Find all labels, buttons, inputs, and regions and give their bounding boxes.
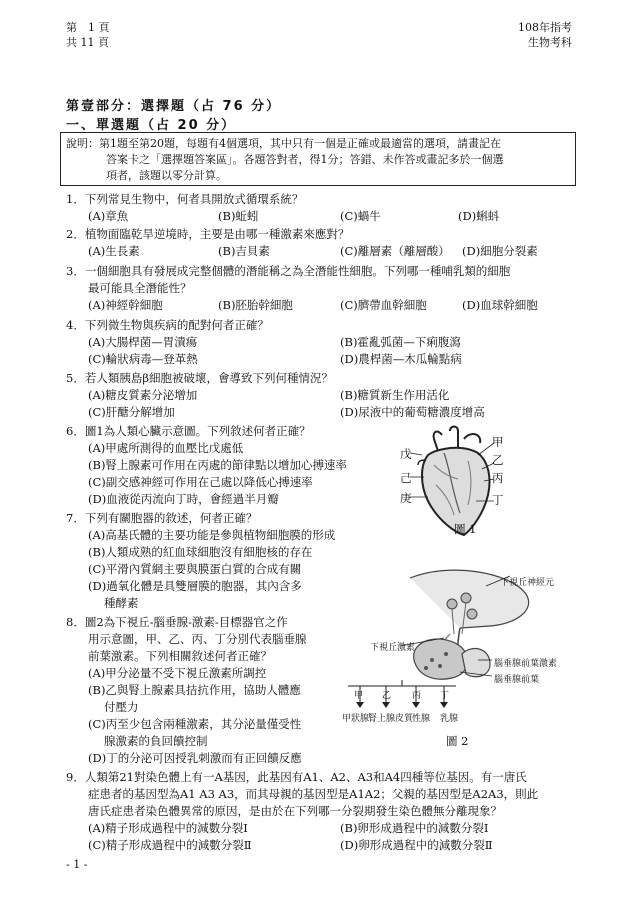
fig2-target-gonad: 性腺	[412, 714, 431, 724]
option-d: (D)丁的分泌可因授乳刺激而有正回饋反應	[88, 751, 302, 765]
question-stem-cont: 唐氏症患者染色體異常的原因，是由於在下列哪一分裂期發生染色體無分離現象？	[88, 804, 502, 818]
option-d: (D)血球幹細胞	[462, 298, 538, 312]
page-number: 第 1 頁	[66, 21, 110, 34]
subject-name: 生物考科	[528, 36, 572, 49]
heart-label-geng: 庚	[400, 491, 412, 505]
question-stem: 5．若人類胰島β細胞被破壞，會導致下列何種情況？	[66, 371, 333, 385]
question-stem-cont: 用示意圖，甲、乙、丙、丁分別代表腦垂腺	[88, 632, 307, 646]
option-b: (B)腎上腺素可作用在丙處的節律點以增加心搏速率	[88, 458, 347, 472]
fig2-target-adrenal-cortex: 腎上腺皮質	[368, 714, 414, 724]
question-stem: 6．圖1為人類心臟示意圖。下列敘述何者正確？	[66, 424, 311, 438]
fig2-label-hypo-hormone: 下視丘激素	[370, 643, 416, 653]
option-d: (D)蝌蚪	[458, 209, 500, 223]
question-stem-cont: 前葉激素。下列相關敘述何者正確？	[88, 649, 272, 663]
question-stem: 7．下列有關胞器的敘述，何者正確？	[66, 511, 258, 525]
instruction-line: 答案卡之「選擇題答案區」。各題答對者，得1分；答錯、未作答或畫記多於一個選	[106, 153, 504, 166]
option-c: (C)丙至少包含兩種激素，其分泌量僅受性	[88, 717, 302, 731]
fig2-target-mammary: 乳腺	[440, 714, 459, 724]
option-a: (A)高基氏體的主要功能是參與植物細胞膜的形成	[88, 528, 336, 542]
fig2-label-yi: 乙	[382, 691, 392, 701]
instruction-line: 說明：第1題至第20題，每題有4個選項，其中只有一個是正確或最適當的選項，請畫記在	[66, 137, 501, 150]
option-c: (C)臍帶血幹細胞	[340, 298, 427, 312]
question-stem-cont: 最可能具全潛能性？	[88, 281, 192, 295]
exam-name: 108年指考	[518, 21, 572, 34]
option-c: (C)蝸牛	[340, 209, 381, 223]
heart-label-ji: 己	[400, 471, 412, 485]
option-c: (C)離層素（離層酸）	[340, 244, 450, 258]
fig2-target-thyroid: 甲狀腺	[342, 714, 370, 724]
option-b: (B)人類成熟的紅血球細胞沒有細胞核的存在	[88, 545, 313, 559]
option-a: (A)章魚	[88, 209, 129, 223]
heart-label-jia: 甲	[492, 435, 504, 449]
heart-label-yi: 乙	[492, 453, 504, 467]
heart-label-bing: 丙	[492, 471, 504, 485]
option-c-cont: 腺激素的負回饋控制	[104, 734, 208, 748]
option-b: (B)霍亂弧菌—下痢腹瀉	[340, 335, 461, 349]
instruction-line: 項者，該題以零分計算。	[106, 169, 227, 182]
option-a: (A)甲分泌量不受下視丘激素所調控	[88, 666, 267, 680]
option-d: (D)過氧化體是具雙層膜的胞器，其內含多	[88, 579, 302, 593]
option-b: (B)蚯蚓	[218, 209, 259, 223]
option-b: (B)糖質新生作用活化	[340, 388, 450, 402]
option-b-cont: 付壓力	[104, 700, 139, 714]
question-stem: 3．一個細胞具有發展成完整個體的潛能稱之為全潛能性細胞。下列哪一種哺乳類的細胞	[66, 264, 511, 278]
option-b: (B)卵形成過程中的減數分裂Ⅰ	[340, 821, 489, 835]
option-a: (A)糖皮質素分泌增加	[88, 388, 198, 402]
option-c: (C)輪狀病毒—登革熱	[88, 352, 198, 366]
question-stem-cont: 症患者的基因型為A1 A3 A3，而其母親的基因型是A1A2；父親的基因型是A2A3，則此	[88, 787, 539, 801]
option-d: (D)農桿菌—木瓜輪點病	[340, 352, 462, 366]
heart-label-ding: 丁	[492, 493, 504, 507]
option-b: (B)胚胎幹細胞	[218, 298, 293, 312]
subsection-title: 一、單選題（占 20 分）	[66, 118, 237, 133]
option-a: (A)生長素	[88, 244, 140, 258]
fig2-label-neuron: 下視丘神經元	[500, 578, 555, 588]
question-stem: 8．圖2為下視丘-腦垂腺-激素-目標器官之作	[66, 615, 288, 629]
fig2-label-anterior-hormone: 腦垂腺前葉激素	[494, 659, 558, 669]
question-stem: 9．人類第21對染色體上有一A基因，此基因有A1、A2、A3和A4四種等位基因。有一唐氏	[66, 770, 527, 784]
heart-label-wu: 戊	[400, 447, 412, 461]
option-c: (C)平滑內質網主要與膜蛋白質的合成有關	[88, 562, 302, 576]
question-stem: 4．下列微生物與疾病的配對何者正確？	[66, 318, 269, 332]
option-d: (D)卵形成過程中的減數分裂Ⅱ	[340, 838, 493, 852]
option-a: (A)神經幹細胞	[88, 298, 163, 312]
figure2-caption: 圖 2	[446, 734, 469, 748]
part-title: 第壹部分：選擇題（占 76 分）	[66, 99, 282, 114]
fig2-label-bing: 丙	[412, 691, 422, 701]
option-a: (A)甲處所測得的血壓比戊處低	[88, 441, 244, 455]
question-stem: 1．下列常見生物中，何者具開放式循環系統？	[66, 192, 304, 206]
fig2-label-anterior-lobe: 腦垂腺前葉	[494, 675, 540, 685]
option-b: (B)吉貝素	[218, 244, 270, 258]
option-b: (B)乙與腎上腺素具拮抗作用，協助人體應	[88, 683, 301, 697]
option-a: (A)精子形成過程中的減數分裂Ⅰ	[88, 821, 248, 835]
option-d: (D)尿液中的葡萄糖濃度增高	[340, 405, 485, 419]
figure1-caption: 圖 1	[454, 522, 477, 536]
option-d: (D)細胞分裂素	[462, 244, 538, 258]
fig2-label-jia: 甲	[354, 691, 364, 701]
option-d: (D)血液從丙流向丁時，會經過半月瓣	[88, 492, 279, 506]
question-stem: 2．植物面臨乾旱逆境時，主要是由哪一種激素來應對？	[66, 227, 350, 241]
page-footer: - 1 -	[66, 858, 88, 871]
option-d-cont: 種酵素	[104, 596, 139, 610]
option-c: (C)肝醣分解增加	[88, 405, 175, 419]
option-a: (A)大腸桿菌—胃潰瘍	[88, 335, 198, 349]
option-c: (C)副交感神經可作用在己處以降低心搏速率	[88, 475, 313, 489]
option-c: (C)精子形成過程中的減數分裂Ⅱ	[88, 838, 252, 852]
total-pages: 共 11 頁	[66, 36, 109, 49]
fig2-label-ding: 丁	[440, 691, 450, 701]
